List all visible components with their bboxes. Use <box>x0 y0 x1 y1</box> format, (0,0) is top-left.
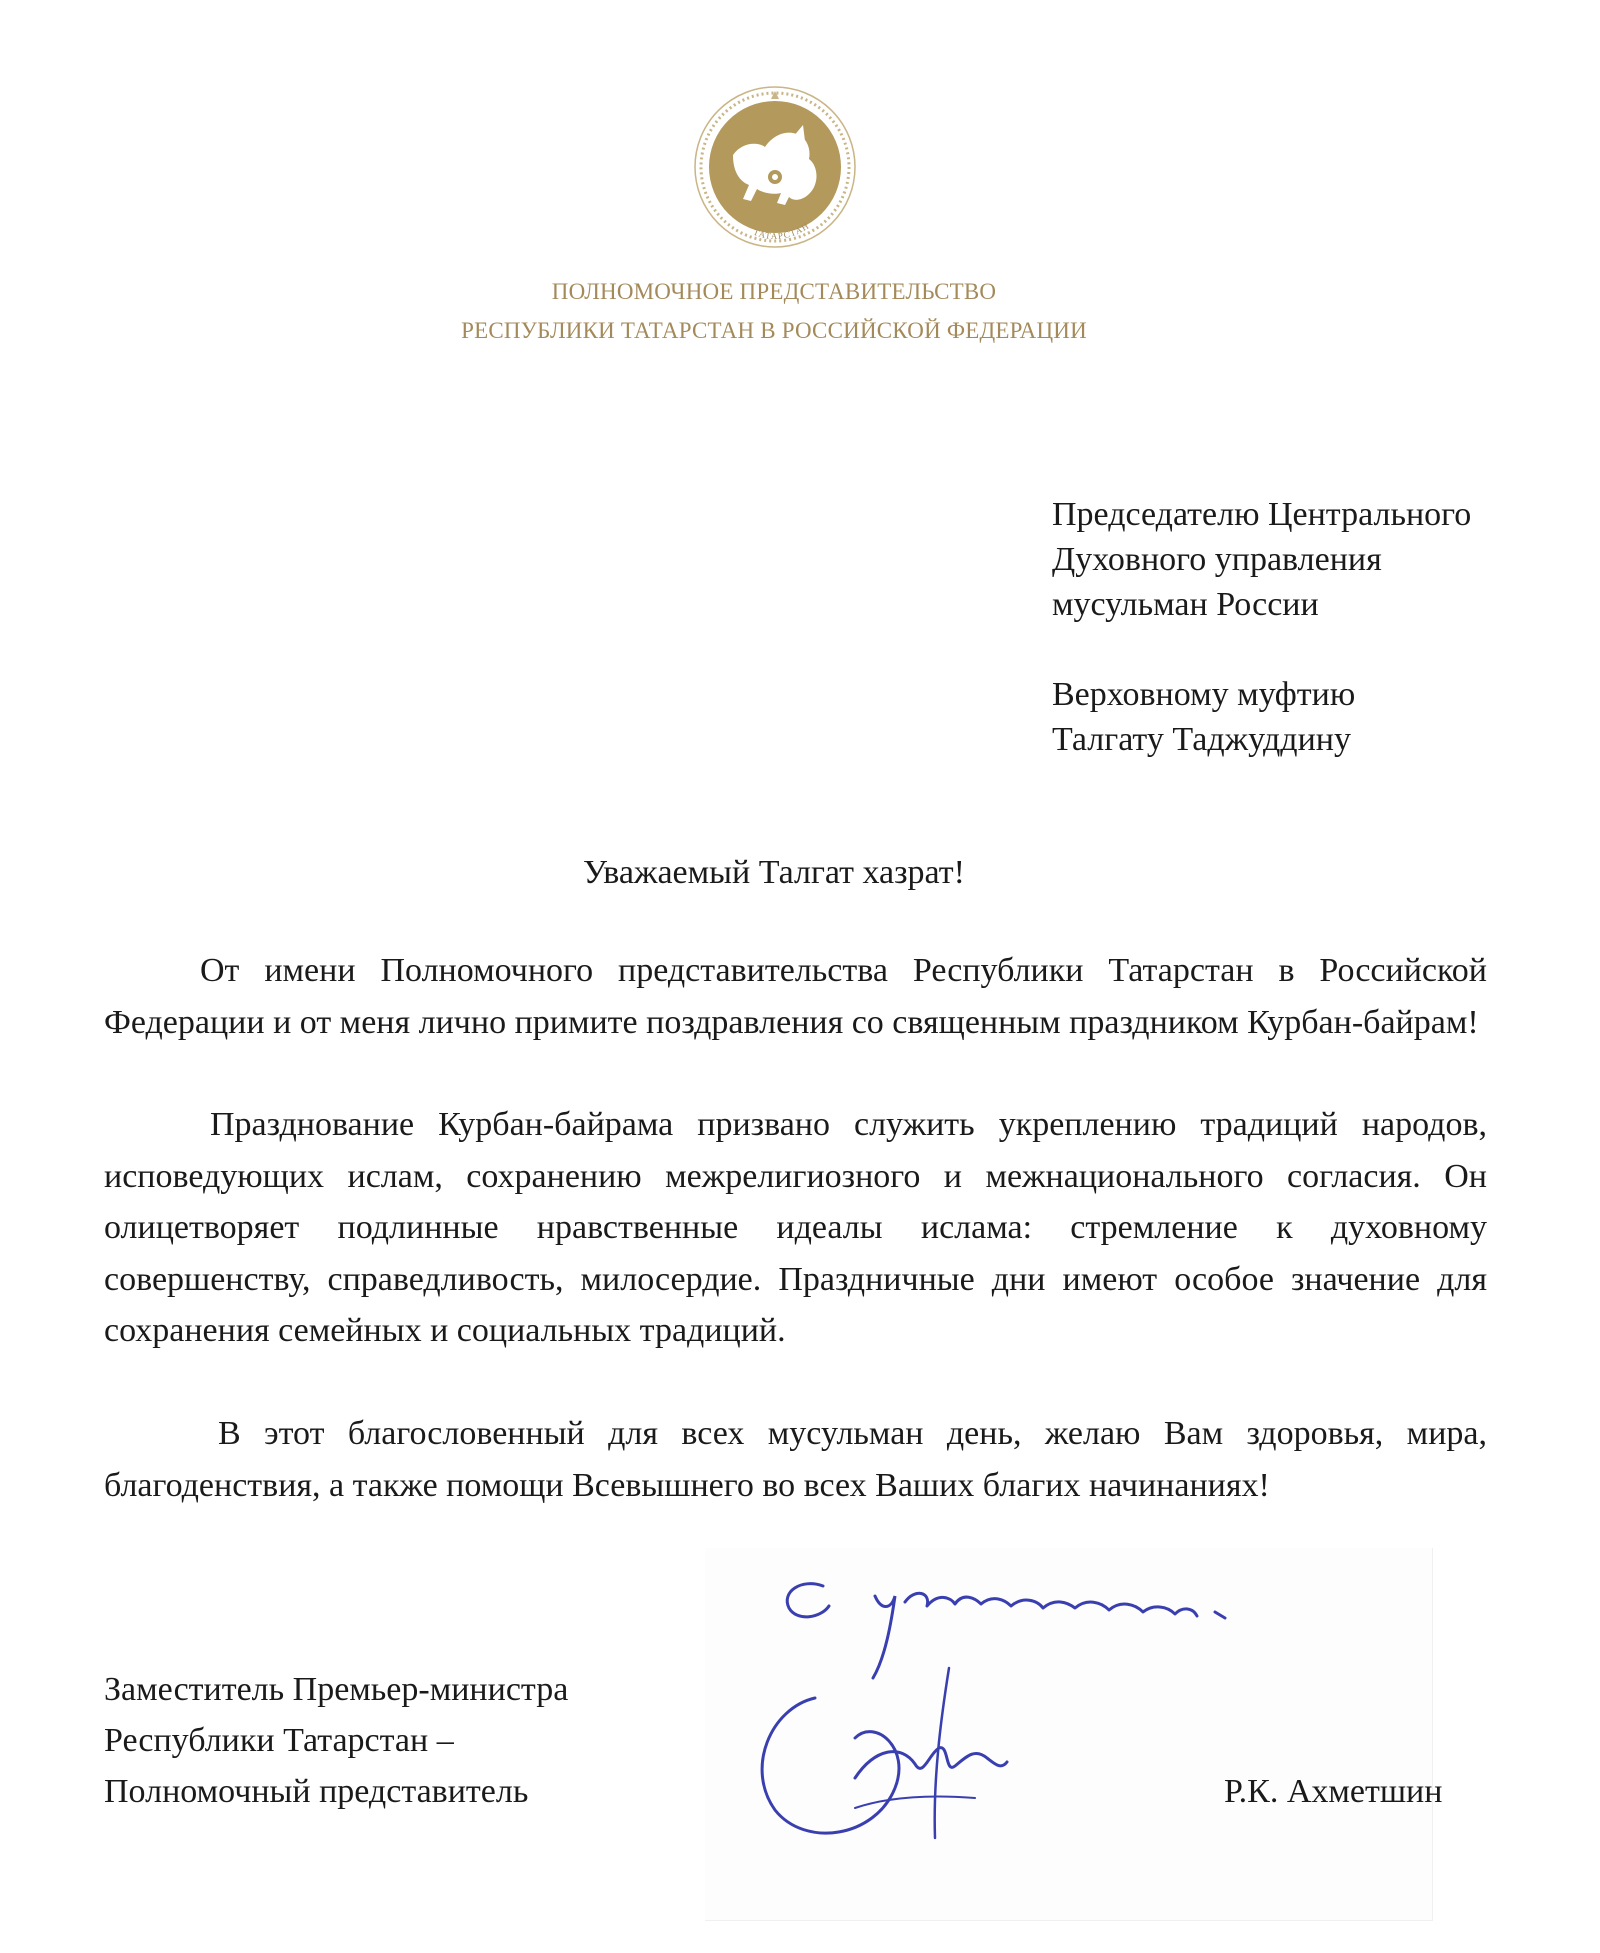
addressee-name-block <box>1052 672 1355 762</box>
addressee-block <box>1052 492 1471 627</box>
paragraph-text: Празднование Курбан-байрама призвано служить укреплению традиций народов, исповедующих ислам, сохранению межрелигиозного и межнационального согласия. Он олицетворяет подлинные нравственные идеалы ислама: стремление к духовному совершенству, справедливость, милосердие. Праздничные дни имеют особое значение для сохранения семейных и социальных традиций. <box>104 1106 1487 1349</box>
addressee-line: мусульман России <box>1052 586 1319 623</box>
org-title-line1: ПОЛНОМОЧНОЕ ПРЕДСТАВИТЕЛЬСТВО <box>551 279 997 304</box>
addressee-line: Председателю Центрального <box>1052 496 1472 533</box>
svg-text:ТАТАРСТАН: ТАТАРСТАН <box>751 220 812 242</box>
signer-title-line: Республики Татарстан – <box>104 1722 454 1759</box>
addressee-line: Верховному муфтию <box>1052 676 1356 713</box>
signer-title <box>104 1664 568 1817</box>
addressee-line: Талгату Таджуддину <box>1052 721 1351 758</box>
signer-title-line: Полномочный представитель <box>104 1773 529 1810</box>
letter-paragraph-3 <box>104 1408 1487 1511</box>
paragraph-text: В этот благословенный для всех мусульман день, желаю Вам здоровья, мира, благоденствия, а также помощи Всевышнего во всех Ваших благих начинаниях! <box>104 1415 1487 1504</box>
org-title-line2: РЕСПУБЛИКИ ТАТАРСТАН В РОССИЙСКОЙ ФЕДЕРАЦИИ <box>461 318 1087 343</box>
letter-paragraph-1 <box>104 945 1487 1048</box>
signer-name: Р.К. Ахметшин <box>1224 1773 1443 1810</box>
signature-scribble-icon <box>705 1548 1432 1920</box>
paragraph-text: От имени Полномочного представительства Республики Татарстан в Российской Федерации и от меня лично примите поздравления со священным праздником Курбан-байрам! <box>104 952 1487 1041</box>
snow-leopard-emblem-icon <box>693 85 857 249</box>
salutation: Уважаемый Талгат хазрат! <box>583 854 965 891</box>
letter-paragraph-2 <box>104 1099 1487 1357</box>
handwritten-signature <box>705 1548 1433 1921</box>
signer-title-line: Заместитель Премьер-министра <box>104 1671 569 1708</box>
addressee-line: Духовного управления <box>1052 541 1382 578</box>
tatarstan-emblem <box>693 85 857 249</box>
